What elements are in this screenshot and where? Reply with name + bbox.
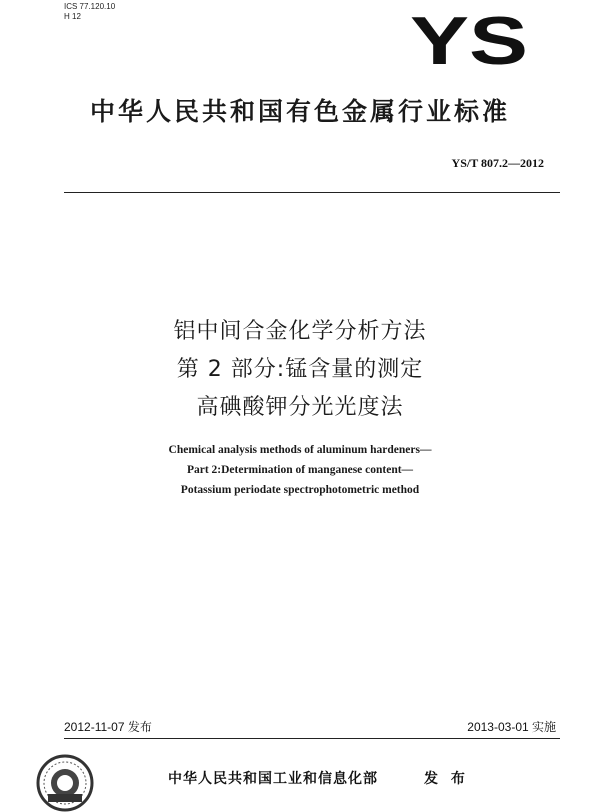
standard-number: YS/T 807.2—2012 (451, 156, 544, 170)
ccs-code: H 12 (64, 12, 81, 21)
implement-date: 2013-03-01 实施 (467, 720, 556, 734)
publisher-name: 中华人民共和国工业和信息化部 (168, 771, 378, 787)
title-cn-line-1: 铝中间合金化学分析方法 (173, 319, 427, 344)
title-cn-line-2: 第 2 部分:锰含量的测定 (176, 357, 424, 382)
publish-verb: 发 布 (424, 771, 469, 787)
ys-logo-text: YS (410, 10, 528, 66)
classification-codes (64, 2, 115, 22)
org-name: 中华人民共和国有色金属行业标准 (89, 97, 510, 126)
ys-logo (408, 10, 528, 66)
official-seal-icon (36, 754, 94, 812)
issue-date: 2012-11-07 发布 (64, 720, 152, 734)
title-en-line-3: Potassium periodate spectrophotometric method (180, 484, 420, 496)
ics-code: ICS 77.120.10 (64, 2, 116, 11)
title-en-line-1: Chemical analysis methods of aluminum hardeners— (168, 444, 432, 456)
title-cn-line-3: 高碘酸钾分光光度法 (196, 395, 404, 420)
title-en-line-2: Part 2:Determination of manganese content— (186, 464, 414, 476)
top-divider (64, 192, 560, 193)
bottom-divider (64, 738, 560, 739)
